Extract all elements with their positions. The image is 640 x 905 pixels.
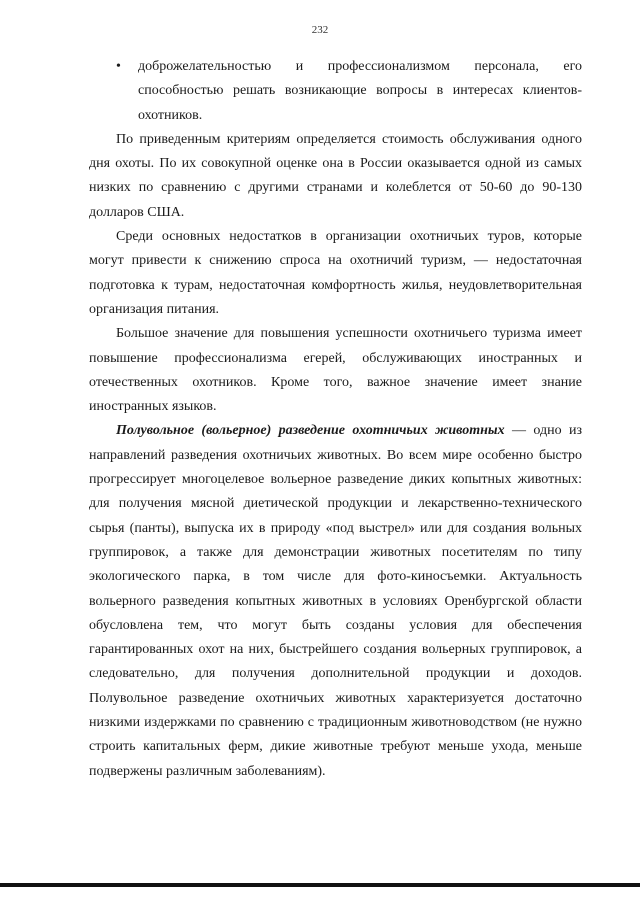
bullet-text: доброжелательностью и профессионализмом персонала, его способностью решать возникающие вопросы в интересах клиентов-охотников. [138,59,582,123]
bottom-rule [0,883,640,887]
paragraph-3-text: Большое значение для повышения успешности охотничьего туризма имеет повышение профессионализма егерей, обслуживающих иностранных и отечественных охотников. Кроме того, важное значение имеет знание иностранных языков. [89,326,582,415]
paragraph-4-text: — одно из направлений разведения охотничьих животных. Во всем мире особенно быстро прогрессирует многоцелевое вольерное разведение диких копытных животных: для получения мясной диетической продукции и лекарственно-технического сырья (панты), выпуска их в природу «под выстрел» или для создания вольных группировок, а также для демонстрации животных посетителям по типу экологического парка, в том числе для фото-киносъемки. Актуальность вольерного разведения копытных животных в условиях Оренбургской области обусловлена тем, что могут быть созданы условия для обеспечения гарантированных охот на них, быстрейшего создания вольерных группировок, а следовательно, для получения дополнительной продукции и доходов. Полувольное разведение охотничьих животных характеризуется достаточно низкими издержками по сравнению с традиционным животноводством (не нужно строить капитальных ферм, дикие животные требуют меньше ухода, меньше подвержены различным заболеваниям). [89,423,582,779]
page-number: 232 [311,24,329,36]
paragraph-4 [89,419,582,783]
bullet-item [116,55,582,128]
bullet-icon: • [116,59,121,74]
bold-term: Полувольное (вольерное) разведение охотничьих животных [116,423,505,439]
paragraph-2-text: Среди основных недостатков в организации охотничьих туров, которые могут привести к снижению спроса на охотничий туризм, — недостаточная подготовка к турам, недостаточная комфортность жилья, неудовлетворительная организация питания. [89,229,582,317]
paragraph-1 [89,128,582,225]
paragraph-2 [89,225,582,322]
paragraph-3 [89,322,582,419]
document-body [89,55,582,784]
paragraph-1-text: По приведенным критериям определяется стоимость обслуживания одного дня охоты. По их совокупной оценке она в России оказывается одной из самых низких по сравнению с другими странами и колеблется от 50-60 до 90-130 долларов США. [89,131,582,220]
